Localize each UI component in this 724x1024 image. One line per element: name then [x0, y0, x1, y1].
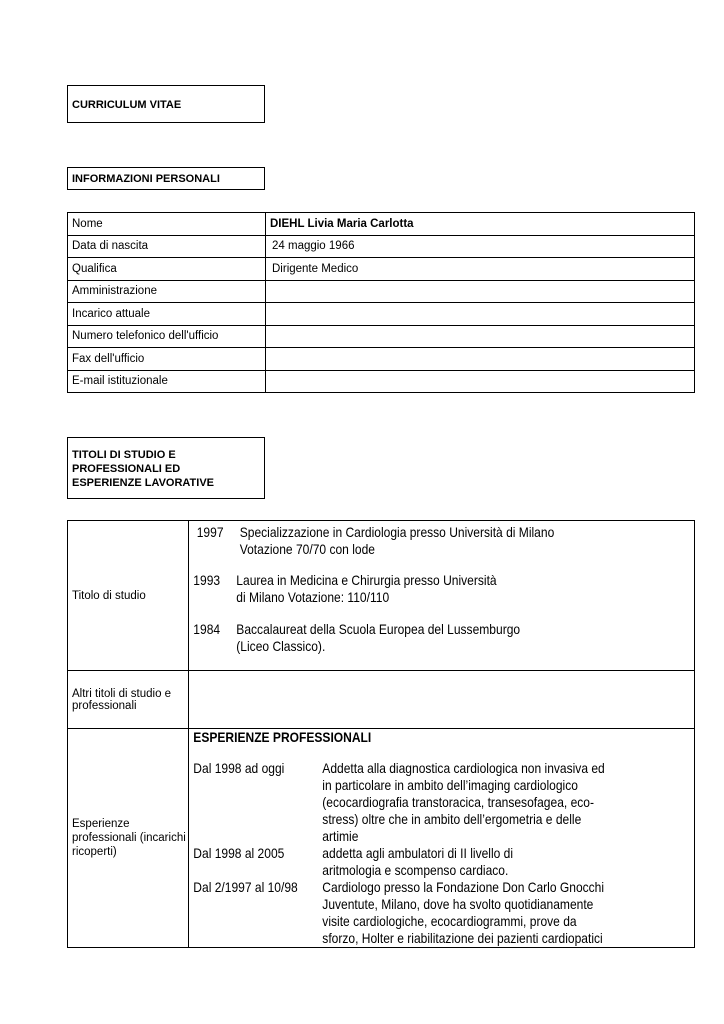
table-row	[68, 235, 695, 258]
personal-info-title-box	[67, 167, 265, 190]
field-value: 24 maggio 1966	[266, 235, 695, 258]
study-line: di Milano Votazione: 110/110	[236, 589, 390, 605]
field-label: E-mail istituzionale	[68, 370, 266, 393]
study-line: Laurea in Medicina e Chirurgia presso Università	[236, 572, 497, 588]
personal-info-title: INFORMAZIONI PERSONALI	[72, 173, 220, 185]
experience-period: Dal 1998 ad oggi	[193, 760, 285, 776]
studies-label: Titolo di studio	[68, 521, 189, 671]
experience-line: aritmologia e scompenso cardiaco.	[322, 862, 509, 878]
titles-section-title-line: PROFESSIONALI ED	[72, 463, 181, 475]
study-line: Baccalaureat della Scuola Europea del Lussemburgo	[236, 621, 521, 637]
field-label: Nome	[68, 213, 266, 236]
experience-line: Juventute, Milano, dove ha svolto quotidianamente	[322, 896, 594, 912]
field-label: Incarico attuale	[68, 303, 266, 326]
studies-content	[189, 521, 695, 671]
experience-item	[193, 879, 614, 947]
experience-period: Dal 1998 al 2005	[193, 845, 285, 861]
titles-section-title-box	[67, 437, 265, 499]
experience-label	[68, 729, 189, 948]
experience-item	[193, 760, 614, 845]
field-value	[266, 370, 695, 393]
study-entry	[193, 621, 623, 655]
study-year: 1997	[196, 524, 224, 540]
table-row	[68, 521, 695, 671]
field-label: Qualifica	[68, 258, 266, 281]
field-label: Numero telefonico dell'ufficio	[68, 325, 266, 348]
field-value	[266, 348, 695, 371]
other-titles-content	[189, 671, 695, 729]
table-row	[68, 348, 695, 371]
table-row	[68, 213, 695, 236]
study-line: (Liceo Classico).	[236, 638, 326, 654]
field-label: Amministrazione	[68, 280, 266, 303]
experience-line: visite cardiologiche, ecocardiogrammi, prove da	[322, 913, 577, 929]
experience-period: Dal 2/1997 al 10/98	[193, 879, 298, 895]
cv-title-box	[67, 85, 265, 123]
experience-line: Cardiologo presso la Fondazione Don Carlo Gnocchi	[322, 879, 605, 895]
other-titles-label: Altri titoli di studio e professionali	[68, 671, 189, 729]
experience-line: artimie	[322, 828, 359, 844]
studies-table	[67, 520, 695, 948]
titles-section-title-line: TITOLI DI STUDIO E	[72, 449, 176, 461]
experience-line: in particolare in ambito dell’imaging cardiologico	[322, 777, 578, 793]
experience-heading: ESPERIENZE PROFESSIONALI	[193, 729, 372, 745]
table-row	[68, 370, 695, 393]
experience-line: Addetta alla diagnostica cardiologica non invasiva ed	[322, 760, 605, 776]
experience-content	[189, 729, 695, 948]
table-row	[68, 280, 695, 303]
table-row	[68, 729, 695, 948]
titles-section-title-line: ESPERIENZE LAVORATIVE	[72, 477, 215, 489]
field-label: Fax dell'ufficio	[68, 348, 266, 371]
study-entry	[197, 524, 624, 558]
field-value	[266, 325, 695, 348]
field-value: DIEHL Livia Maria Carlotta	[266, 213, 695, 236]
experience-item	[193, 845, 614, 879]
experience-line: (ecocardiografia transtoracica, transesofagea, eco-	[322, 794, 595, 810]
experience-line: stress) oltre che in ambito dell’ergometria e delle	[322, 811, 582, 827]
table-row	[68, 303, 695, 326]
study-entry	[193, 572, 623, 606]
experience-line: sforzo, Holter e riabilitazione dei pazienti cardiopatici	[322, 930, 603, 946]
study-year: 1984	[193, 621, 221, 637]
study-year: 1993	[193, 572, 221, 588]
cv-title: CURRICULUM VITAE	[72, 99, 182, 111]
table-row	[68, 671, 695, 729]
experience-label-line: Esperienze professionali (incarichi	[72, 818, 186, 844]
experience-line: addetta agli ambulatori di II livello di	[322, 845, 514, 861]
study-line: Specializzazione in Cardiologia presso Università di Milano	[239, 524, 555, 540]
field-value	[266, 280, 695, 303]
table-row	[68, 325, 695, 348]
experience-label-line: ricoperti)	[72, 846, 117, 858]
field-value: Dirigente Medico	[266, 258, 695, 281]
table-row	[68, 258, 695, 281]
field-value	[266, 303, 695, 326]
personal-info-table	[67, 212, 695, 393]
study-line: Votazione 70/70 con lode	[239, 541, 375, 557]
field-label: Data di nascita	[68, 235, 266, 258]
